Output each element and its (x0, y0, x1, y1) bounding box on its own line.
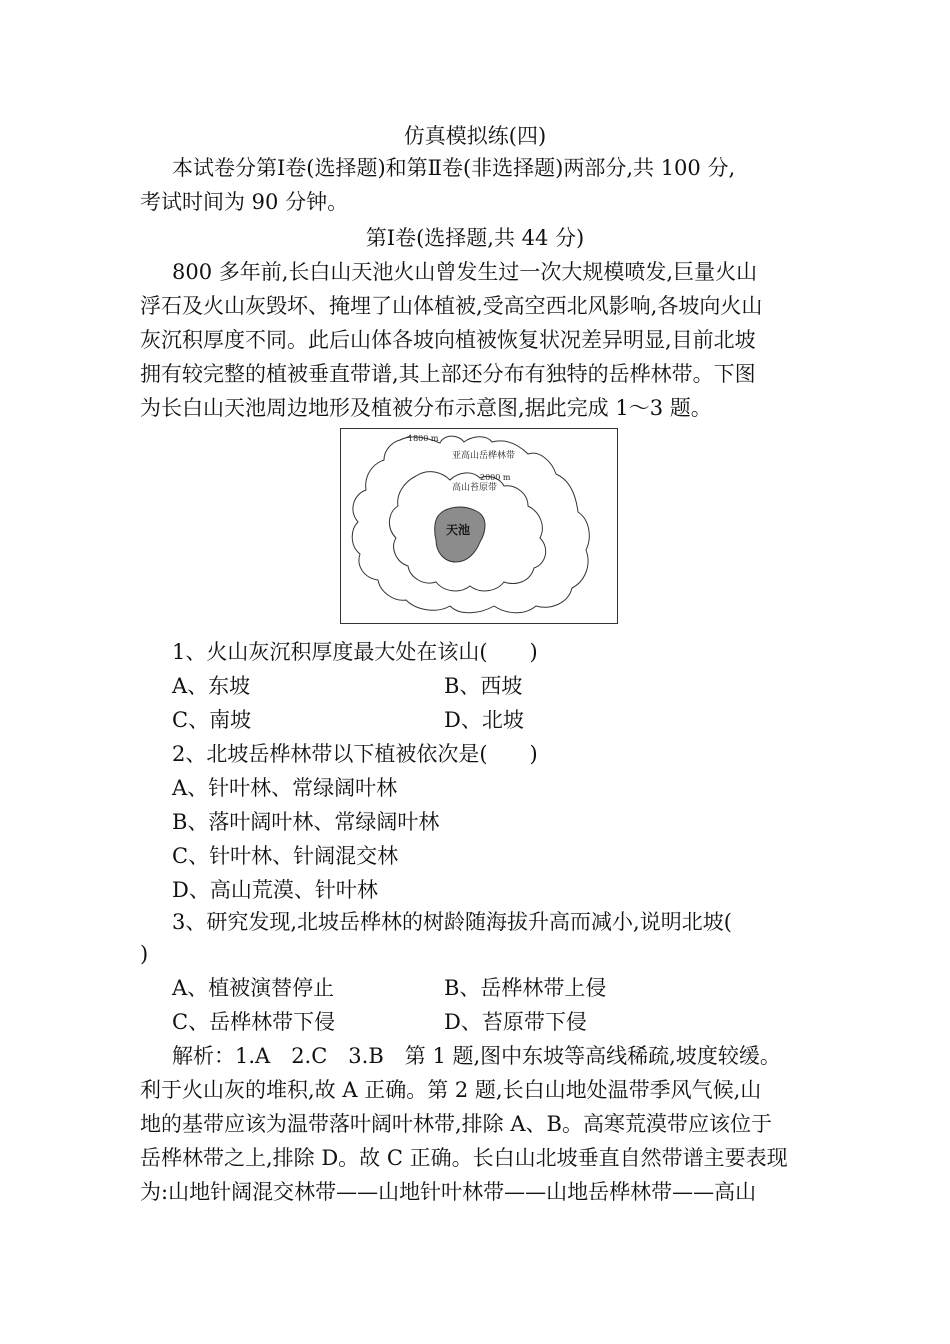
tianchi-vegetation-map (340, 428, 618, 624)
zone-label-subalpine: 亚高山岳桦林带 (452, 451, 516, 461)
q3-option-c: C、岳桦林带下侵 (172, 1010, 336, 1034)
analysis-line: 为:山地针阔混交林带——山地针叶林带——山地岳桦林带——高山 (140, 1180, 757, 1204)
q1-option-c: C、南坡 (172, 708, 252, 732)
page-title: 仿真模拟练(四) (403, 124, 547, 148)
passage-line: 800 多年前,长白山天池火山曾发生过一次大规模喷发,巨量火山 (172, 260, 758, 284)
lake-label: 天池 (446, 523, 471, 537)
question-3-stem: 3、研究发现,北坡岳桦林的树龄随海拔升高而减小,说明北坡( (172, 910, 732, 934)
section-title: 第Ⅰ卷(选择题,共 44 分) (365, 226, 585, 250)
question-1-stem: 1、火山灰沉积厚度最大处在该山( ) (172, 640, 538, 664)
passage-line: 灰沉积厚度不同。此后山体各坡向植被恢复状况差异明显,目前北坡 (140, 328, 756, 352)
analysis-line: 地的基带应该为温带落叶阔叶林带,排除 A、B。高寒荒漠带应该位于 (140, 1112, 772, 1136)
q2-option-b: B、落叶阔叶林、常绿阔叶林 (172, 810, 440, 834)
q2-option-c: C、针叶林、针阔混交林 (172, 844, 399, 868)
passage-line: 拥有较完整的植被垂直带谱,其上部还分布有独特的岳桦林带。下图 (140, 362, 756, 386)
q3-option-b: B、岳桦林带上侵 (444, 976, 607, 1000)
passage-line: 浮石及火山灰毁坏、掩埋了山体植被,受高空西北风影响,各坡向火山 (140, 294, 763, 318)
q2-option-a: A、针叶林、常绿阔叶林 (172, 776, 398, 800)
q1-option-d: D、北坡 (444, 708, 524, 732)
analysis-line: 解析：1.A 2.C 3.B 第 1 题,图中东坡等高线稀疏,坡度较缓。 (172, 1044, 781, 1068)
q3-option-a: A、植被演替停止 (172, 976, 335, 1000)
question-2-stem: 2、北坡岳桦林带以下植被依次是( ) (172, 742, 538, 766)
q2-option-d: D、高山荒漠、针叶林 (172, 878, 378, 902)
intro-line-2: 考试时间为 90 分钟。 (140, 190, 349, 214)
passage-line: 为长白山天池周边地形及植被分布示意图,据此完成 1～3 题。 (140, 396, 712, 420)
contour-label-1800: 1800 m (408, 434, 439, 443)
question-3-stem-cont: ) (140, 942, 149, 966)
q1-option-a: A、东坡 (172, 674, 251, 698)
analysis-line: 岳桦林带之上,排除 D。故 C 正确。长白山北坡垂直自然带谱主要表现 (140, 1146, 788, 1170)
zone-label-alpine-tundra: 高山苔原带 (452, 483, 498, 493)
analysis-line: 利于火山灰的堆积,故 A 正确。第 2 题,长白山地处温带季风气候,山 (140, 1078, 762, 1102)
contour-label-2000: 2000 m (480, 473, 511, 482)
intro-line-1: 本试卷分第Ⅰ卷(选择题)和第Ⅱ卷(非选择题)两部分,共 100 分, (172, 156, 736, 180)
q3-option-d: D、苔原带下侵 (444, 1010, 587, 1034)
q1-option-b: B、西坡 (444, 674, 523, 698)
